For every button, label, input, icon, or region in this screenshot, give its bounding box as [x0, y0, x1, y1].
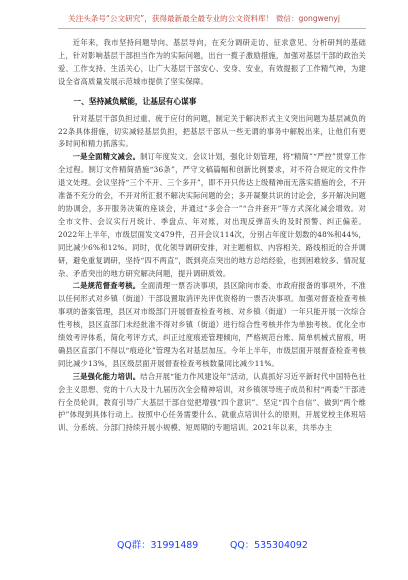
top-banner: [0, 13, 408, 24]
footer-contact-bar: [0, 535, 408, 555]
wechat-label: 微信：gongwenyj: [275, 14, 340, 23]
paragraph-lead: 一是全面精文减会。: [72, 152, 141, 162]
paragraph-lead: 三是强化能力培训。: [72, 371, 141, 381]
paragraph-reduce-documents: [58, 151, 366, 280]
banner-text: 关注头条号“公文研究”，获得最新最全最专业的公文资料库！: [68, 14, 274, 23]
paragraph-lead: 二是规范督查考核。: [72, 281, 141, 291]
section-heading: 一、坚持减负赋能，让基层有心谋事: [73, 96, 197, 106]
paragraph-inspection: [58, 280, 366, 370]
paragraph-text: 制订年度发文、会议计划，强化计划管理，将“精简”“严控”贯穿工作全过程。制订文件精简措施“36条”，严守文稿篇幅和创新比例要求，对不符合规定的文件作退文处理。会议坚持“三个不开、三个多开”，即不开只传达上级精神而无落实措施的会，不开准备不充分的会，不开对所汇报不解决实际问题的会；多开凝聚共识的讨论会，多开解决问题的协调会，多开服务决策的座谈会，并通过“多会合一”“合并套开”等方式深化减会增效。对全市文件、会议实行月统计、季盘点、年对账，对出现反弹苗头的及时预警、纠正偏差。2022年上半年，市级层面发文479件，召开会议114次，分别占年度计划数的48%和44%，同比减少6%和12%。同时，优化领导调研安排，对主题相似、内容相关、路线相近的合并调研，避免重复调研，坚持“四不两直”，既到亮点突出的地方总结经验，也到困难较多、情况复杂、矛盾突出的地方研究解决问题，提升调研质效。: [58, 152, 366, 278]
document-body: [58, 37, 366, 435]
paragraph-text: 结合开展“能力作风建设年”活动，认真抓好习近平新时代中国特色社会主义思想、党的十八大及十九届历次全会精神培训，对乡镇领导班子成员和村“两委”干部进行全员轮训，教育引导广大基层干部自觉把增强“四个意识”、坚定“四个自信”、做到“两个维护”体现到具体行动上。按照中心任务需要什么、就重点培训什么的原则，开展党校主体班培训、分系统、分部门持续开展小规模、短周期的专题培训。2021年以来，共举办主: [58, 371, 366, 433]
section-intro-paragraph: 针对基层干部负担过重、疲于应付的问题，制定关于解决形式主义突出问题为基层减负的22条具体措施，切实减轻基层负担，把基层干部从一些无谓的事务中解脱出来，让他们有更多时间和精力抓落实。: [58, 113, 366, 149]
paragraph-training: [58, 371, 366, 436]
header-divider: [58, 28, 366, 29]
intro-paragraph: 近年来，我市坚持问题导向、基层导向，在充分调研走访、征求意见、分析研判的基础上，针对影响基层干部担当作为的实际问题，出台一揽子激励措施，加强对基层干部的政治关爱、工作支持、生活关心，让广大基层干部安心、安身、安业，有效提振了工作精气神，为建设全省高质量发展示范城市提供了坚实保障。: [58, 38, 366, 86]
paragraph-text: 全面清理一票否决事项，县区除向市委、市政府报备的事项外，不准以任何形式对乡镇（街道）干部设置取消评先评优资格的一票否决事项。加强对督查检查考核事项的备案管理，县区对市级部门开展督查检查考核、对乡镇（街道）一年只能开展一次综合性考核，县区直部门未经批准不得对乡镇（街道）进行综合性考核并作为单独考核。优化全市绩效考评体系，简化考评方式，纠正过度痕迹管理倾向，严格规范台账、简单机械式留痕，明确县区直部门不得以“痕迹化”管理为名对基层加压。今年上半年，市级层面开展督查检查考核同比减少13%，县区级层面开展督查检查考核数量同比减少11%。: [58, 281, 366, 368]
qq-number-label: QQ：535304092: [230, 540, 308, 551]
qq-group-label: QQ群：31991489: [117, 540, 199, 551]
